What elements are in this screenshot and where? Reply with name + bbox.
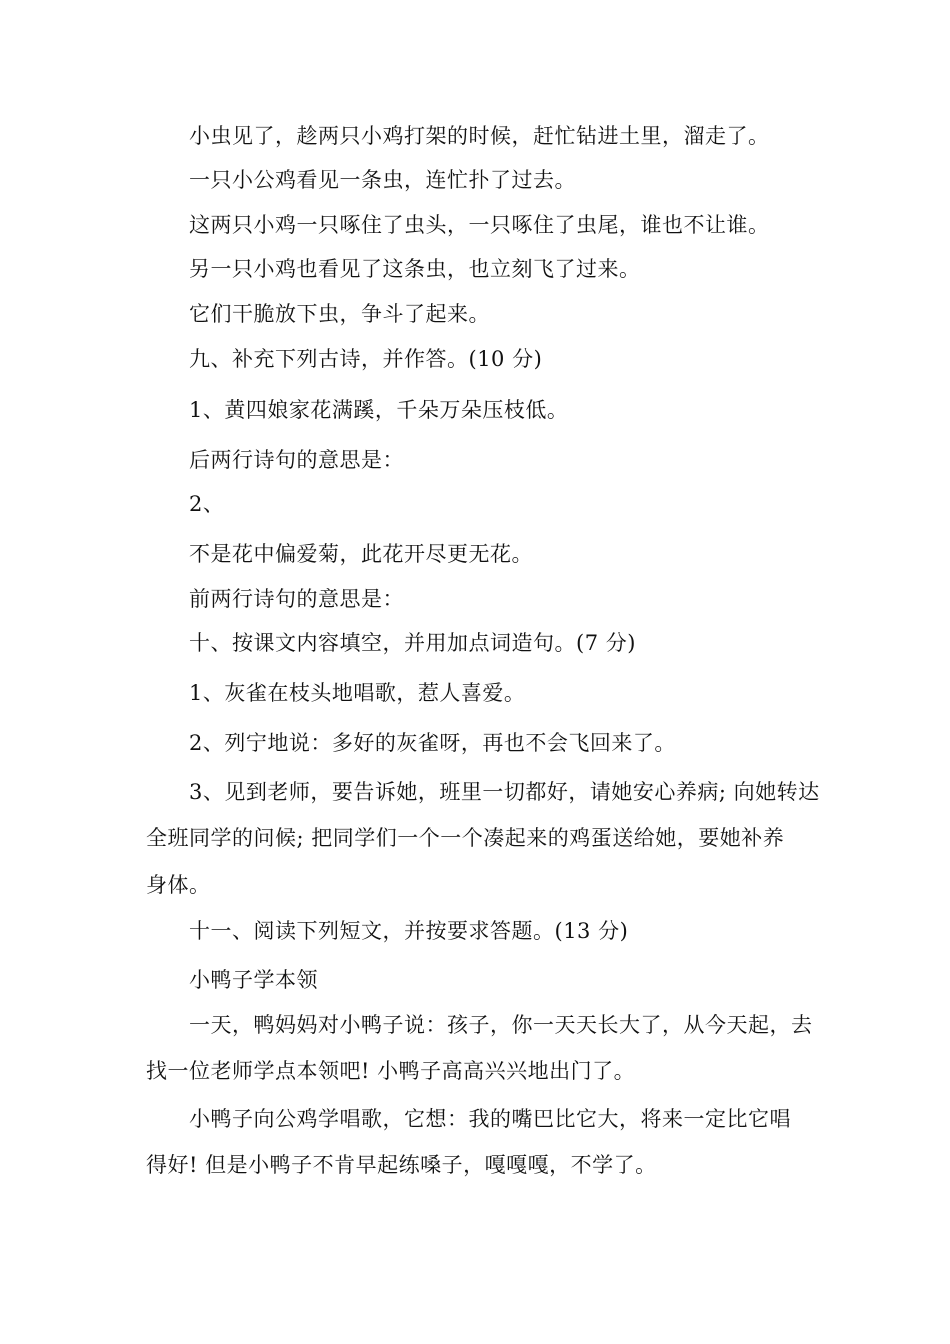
story-paragraph-2-line-1: 小鸭子向公鸡学唱歌，它想：我的嘴巴比它大，将来一定比它唱 — [189, 1107, 791, 1131]
fill-item-1: 1、灰雀在枝头地唱歌，惹人喜爱。 — [189, 681, 526, 705]
text-line-3: 这两只小鸡一只啄住了虫头，一只啄住了虫尾，谁也不让谁。 — [189, 213, 770, 237]
section-heading-11: 十一、阅读下列短文，并按要求答题。(13 分) — [189, 919, 629, 943]
story-title: 小鸭子学本领 — [189, 968, 318, 992]
question-line-1: 后两行诗句的意思是： — [189, 448, 404, 472]
text-line-1: 小虫见了，趁两只小鸡打架的时候，赶忙钻进土里，溜走了。 — [189, 124, 770, 148]
section-heading-9: 九、补充下列古诗，并作答。(10 分) — [189, 347, 543, 371]
text-line-4: 另一只小鸡也看见了这条虫，也立刻飞了过来。 — [189, 257, 641, 281]
fill-item-3-line-2: 全班同学的问候; 把同学们一个一个凑起来的鸡蛋送给她，要她补养 — [146, 826, 785, 850]
question-line-2: 前两行诗句的意思是： — [189, 587, 404, 611]
text-line-5: 它们干脆放下虫，争斗了起来。 — [189, 302, 490, 326]
story-paragraph-2-line-2: 得好! 但是小鸭子不肯早起练嗓子，嘎嘎嘎，不学了。 — [146, 1153, 657, 1177]
text-line-2: 一只小公鸡看见一条虫，连忙扑了过去。 — [189, 168, 576, 192]
story-paragraph-1-line-2: 找一位老师学点本领吧! 小鸭子高高兴兴地出门了。 — [146, 1059, 636, 1083]
fill-item-3-line-1: 3、见到老师，要告诉她，班里一切都好，请她安心养病; 向她转达 — [189, 780, 820, 804]
fill-item-3-line-3: 身体。 — [146, 873, 211, 897]
poem-line-2: 不是花中偏爱菊，此花开尽更无花。 — [189, 542, 533, 566]
poem-line-1: 1、黄四娘家花满蹊，千朵万朵压枝低。 — [189, 398, 569, 422]
poem-number-2: 2、 — [189, 492, 225, 516]
fill-item-2: 2、列宁地说：多好的灰雀呀，再也不会飞回来了。 — [189, 731, 676, 755]
section-heading-10: 十、按课文内容填空，并用加点词造句。(7 分) — [189, 631, 636, 655]
story-paragraph-1-line-1: 一天，鸭妈妈对小鸭子说：孩子，你一天天长大了，从今天起，去 — [189, 1013, 813, 1037]
